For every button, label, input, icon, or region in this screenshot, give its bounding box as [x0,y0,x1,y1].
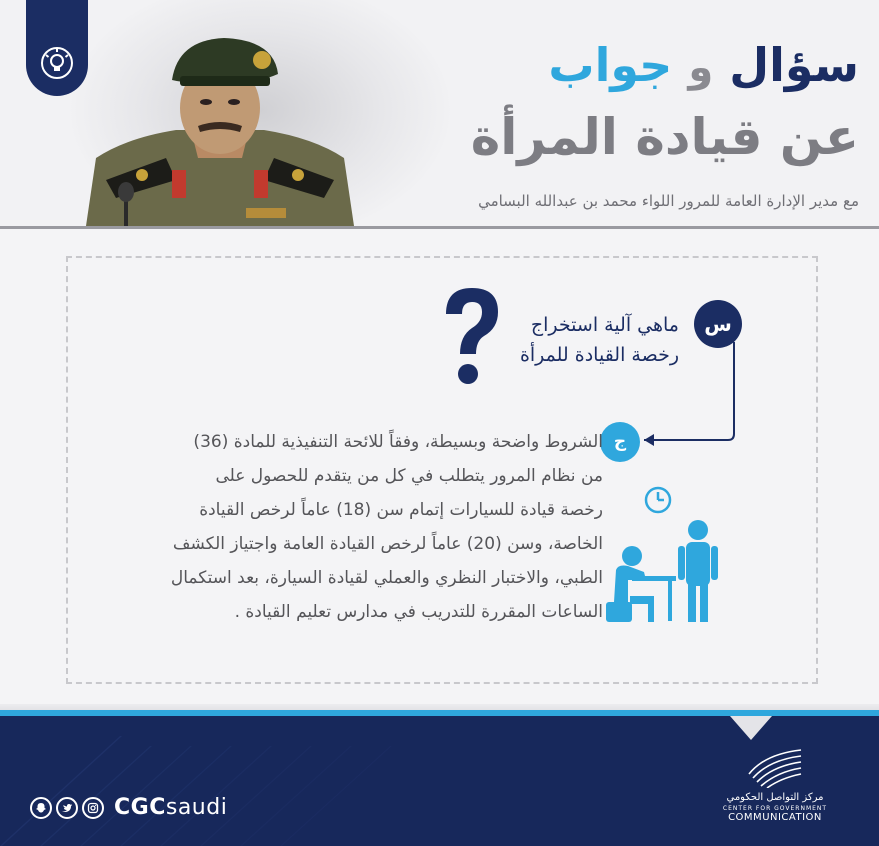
social-handles [30,795,227,820]
question-line-2: رخصة القيادة للمرأة [519,344,679,366]
header-divider [0,226,879,229]
logo-arabic: مركز التواصل الحكومي [726,792,824,803]
answer-line: الخاصة، وسن (20) عاماً لرخص القيادة العامة واجتياز الكشف [172,534,603,554]
answer-line: الشروط واضحة وبسيطة، وفقاً للائحة التنفيذية للمادة (36) [193,432,603,452]
brand-badge [26,0,88,96]
header [0,0,879,226]
question-line-1: ماهي آلية استخراج [530,314,679,336]
logo-english-bottom: COMMUNICATION [728,812,822,823]
handle-rest: saudi [165,795,228,820]
answer-line: الطبي، والاختبار النظري والعملي لقيادة السيارة، بعد استكمال [170,568,603,588]
answer-line: رخصة قيادة للسيارات إتمام سن (18) عاماً لرخص القيادة [199,500,603,520]
subtitle: مع مدير الإدارة العامة للمرور اللواء محمد بن عبدالله البسامي [478,192,859,210]
social-handle[interactable] [114,795,227,820]
answer-line: من نظام المرور يتطلب في كل من يتقدم للحصول على [215,466,603,486]
title-answer: جواب [548,38,673,92]
officer-portrait [86,30,354,226]
exam-illustration [606,484,726,634]
logo-english-top: CENTER FOR GOVERNMENT [722,805,828,812]
title-topic: عن قيادة المرأة [470,108,859,166]
cgc-logo [700,744,850,834]
answer-text [123,425,603,629]
footer-accent-line [0,706,879,716]
answer-badge: ج [600,422,640,462]
lightbulb-icon [40,46,74,80]
title-and: و [688,45,714,91]
instagram-icon[interactable] [82,797,104,819]
question-badge: س [694,300,742,348]
cgc-logo-mark [745,744,805,788]
title-main [548,38,859,92]
handle-bold: CGC [114,795,166,820]
snapchat-icon[interactable] [30,797,52,819]
twitter-icon[interactable] [56,797,78,819]
answer-line: الساعات المقررة للتدريب في مدارس تعليم القيادة . [234,602,603,622]
title-question: سؤال [729,38,859,92]
